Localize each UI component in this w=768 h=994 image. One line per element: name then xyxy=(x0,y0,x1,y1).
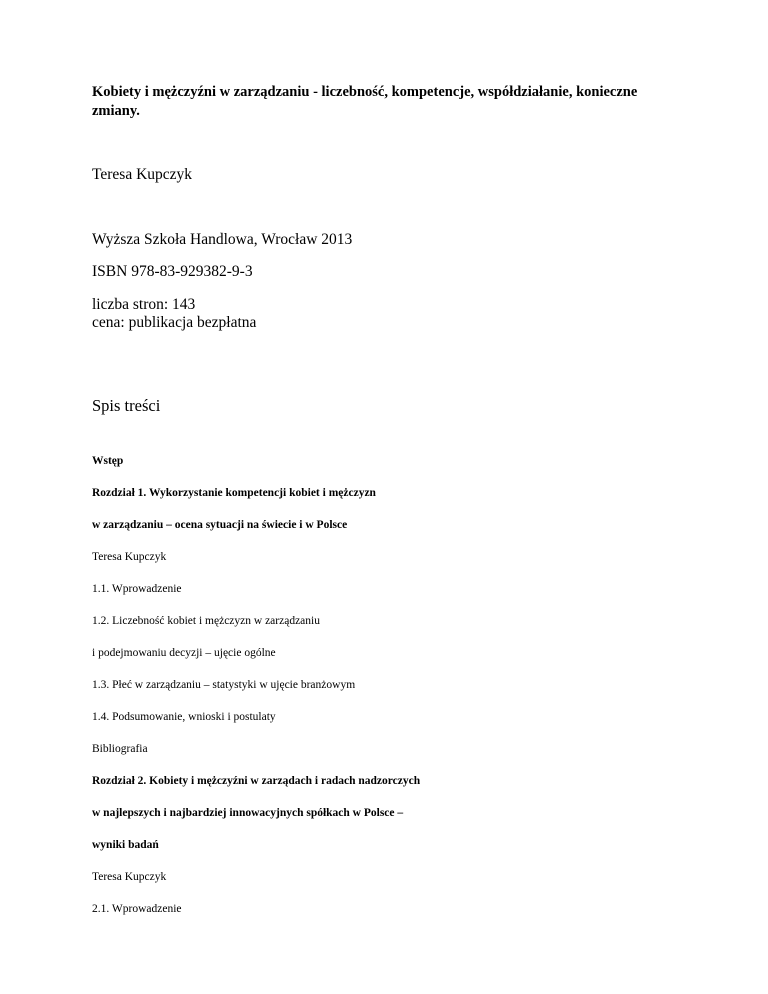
document-title-line-1: Kobiety i mężczyźni w zarządzaniu - liczebność, kompetencje, współdziałanie, konieczne xyxy=(92,84,638,100)
isbn: ISBN 978-83-929382-9-3 xyxy=(92,263,253,280)
toc-entry: Rozdział 2. Kobiety i mężczyźni w zarządach i radach nadzorczych xyxy=(92,775,421,787)
toc-entry: 1.3. Płeć w zarządzaniu – statystyki w ujęcie branżowym xyxy=(92,679,356,691)
author-name: Teresa Kupczyk xyxy=(92,166,193,183)
toc-entry: 1.4. Podsumowanie, wnioski i postulaty xyxy=(92,711,276,723)
toc-entry: Teresa Kupczyk xyxy=(92,551,167,563)
price: cena: publikacja bezpłatna xyxy=(92,314,257,331)
toc-entry: Teresa Kupczyk xyxy=(92,871,167,883)
toc-entry: w zarządzaniu – ocena sytuacji na świecie i w Polsce xyxy=(92,519,348,531)
toc-entry: Rozdział 1. Wykorzystanie kompetencji kobiet i mężczyzn xyxy=(92,487,376,499)
toc-entry: wyniki badań xyxy=(92,839,159,851)
toc-entry: w najlepszych i najbardziej innowacyjnych spółkach w Polsce – xyxy=(92,807,404,819)
page-count: liczba stron: 143 xyxy=(92,296,196,313)
toc-entry: 1.1. Wprowadzenie xyxy=(92,583,182,595)
publisher-info: Wyższa Szkoła Handlowa, Wrocław 2013 xyxy=(92,231,353,248)
toc-entry: 1.2. Liczebność kobiet i mężczyzn w zarządzaniu xyxy=(92,615,320,627)
toc-entry: Bibliografia xyxy=(92,743,148,755)
document-title-line-2: zmiany. xyxy=(92,103,140,119)
toc-entry: Wstęp xyxy=(92,455,124,467)
toc-entry: i podejmowaniu decyzji – ujęcie ogólne xyxy=(92,647,276,659)
toc-heading: Spis treści xyxy=(92,396,161,415)
toc-entry: 2.1. Wprowadzenie xyxy=(92,903,182,915)
